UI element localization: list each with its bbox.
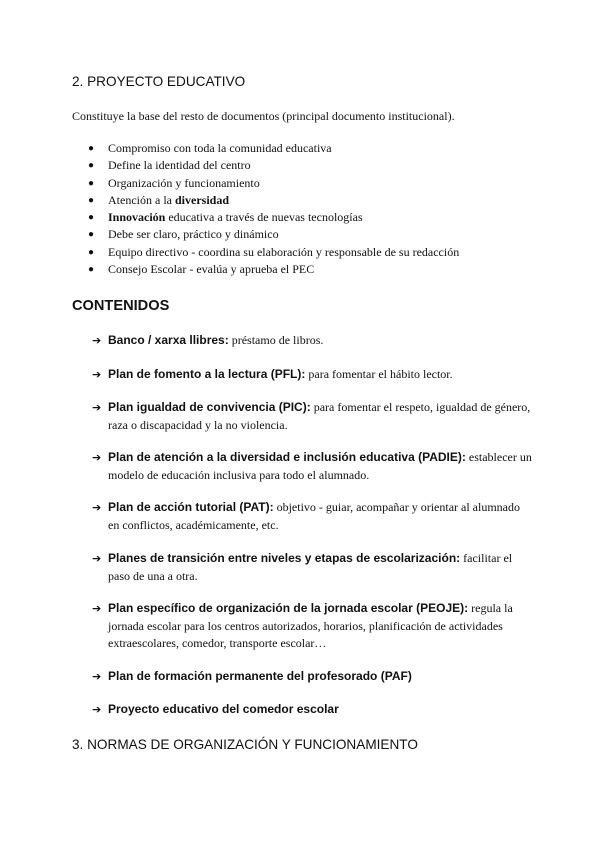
arrow-right-icon: ➔ (92, 368, 102, 381)
bullet-item: ● Compromiso con toda la comunidad educativa (88, 141, 332, 155)
section-2-bullet-list (88, 141, 459, 279)
arrow-right-icon: ➔ (92, 670, 102, 683)
contenidos-title: CONTENIDOS (72, 298, 170, 314)
arrow-right-icon: ➔ (92, 501, 102, 514)
bullet-item: ● Atención a la diversidad (88, 192, 229, 207)
contenidos-item: ➔ Plan específico de organización de la jornada escolar (PEOJE): regula la jornada escolar para los centros autorizados, horarios, planificación de actividades extraescolares, comedor, transporte escolar… (92, 601, 513, 650)
section-3-title: 3. NORMAS DE ORGANIZACIÓN Y FUNCIONAMIENTO (72, 737, 418, 752)
bullet-dot-icon: ● (88, 229, 95, 241)
bullet-dot-icon: ● (88, 177, 95, 189)
arrow-right-icon: ➔ (92, 451, 102, 464)
bullet-item: ● Organización y funcionamiento (88, 175, 260, 190)
contenidos-item: ➔ Plan de atención a la diversidad e inclusión educativa (PADIE): establecer un modelo de educación inclusiva para todo el alumnado. (92, 450, 532, 482)
arrow-right-icon: ➔ (92, 334, 102, 347)
arrow-right-icon: ➔ (92, 401, 102, 414)
bullet-dot-icon: ● (88, 160, 95, 172)
contenidos-item: ➔ Banco / xarxa llibres: préstamo de libros. (92, 332, 532, 350)
bullet-item: ● Debe ser claro, práctico y dinámico (88, 227, 279, 242)
contenidos-item: ➔ Plan de acción tutorial (PAT): objetivo - guiar, acompañar y orientar al alumnado en conflictos, académicamente, etc. (92, 500, 521, 532)
bullet-dot-icon: ● (88, 212, 95, 224)
bullet-dot-icon: ● (88, 143, 95, 154)
bullet-item: ● Define la identidad del centro (88, 158, 251, 173)
contenidos-item: ➔ Planes de transición entre niveles y etapas de escolarización: facilitar el paso de una a otra. (92, 551, 513, 583)
contenidos-item: ➔ Proyecto educativo del comedor escolar (92, 701, 532, 719)
bullet-dot-icon: ● (88, 264, 95, 276)
bullet-item: ● Equipo directivo - coordina su elaboración y responsable de su redacción (88, 244, 460, 259)
contenidos-item: ➔ Plan de fomento a la lectura (PFL): para fomentar el hábito lector. (92, 366, 532, 384)
arrow-right-icon: ➔ (92, 703, 102, 716)
contenidos-item: ➔ Plan igualdad de convivencia (PIC): para fomentar el respeto, igualdad de género, raza o discapacidad y la no violencia. (92, 400, 531, 432)
bullet-item: ● Innovación educativa a través de nuevas tecnologías (88, 210, 363, 225)
contenidos-item: ➔ Plan de formación permanente del profesorado (PAF) (92, 668, 532, 686)
bullet-dot-icon: ● (88, 246, 95, 258)
arrow-right-icon: ➔ (92, 552, 102, 565)
arrow-right-icon: ➔ (92, 602, 102, 615)
bullet-item: ● Consejo Escolar - evalúa y aprueba el PEC (88, 262, 315, 277)
bullet-dot-icon: ● (88, 194, 95, 206)
section-2-title: 2. PROYECTO EDUCATIVO (72, 74, 246, 89)
section-2-intro: Constituye la base del resto de documentos (principal documento institucional). (72, 109, 455, 123)
